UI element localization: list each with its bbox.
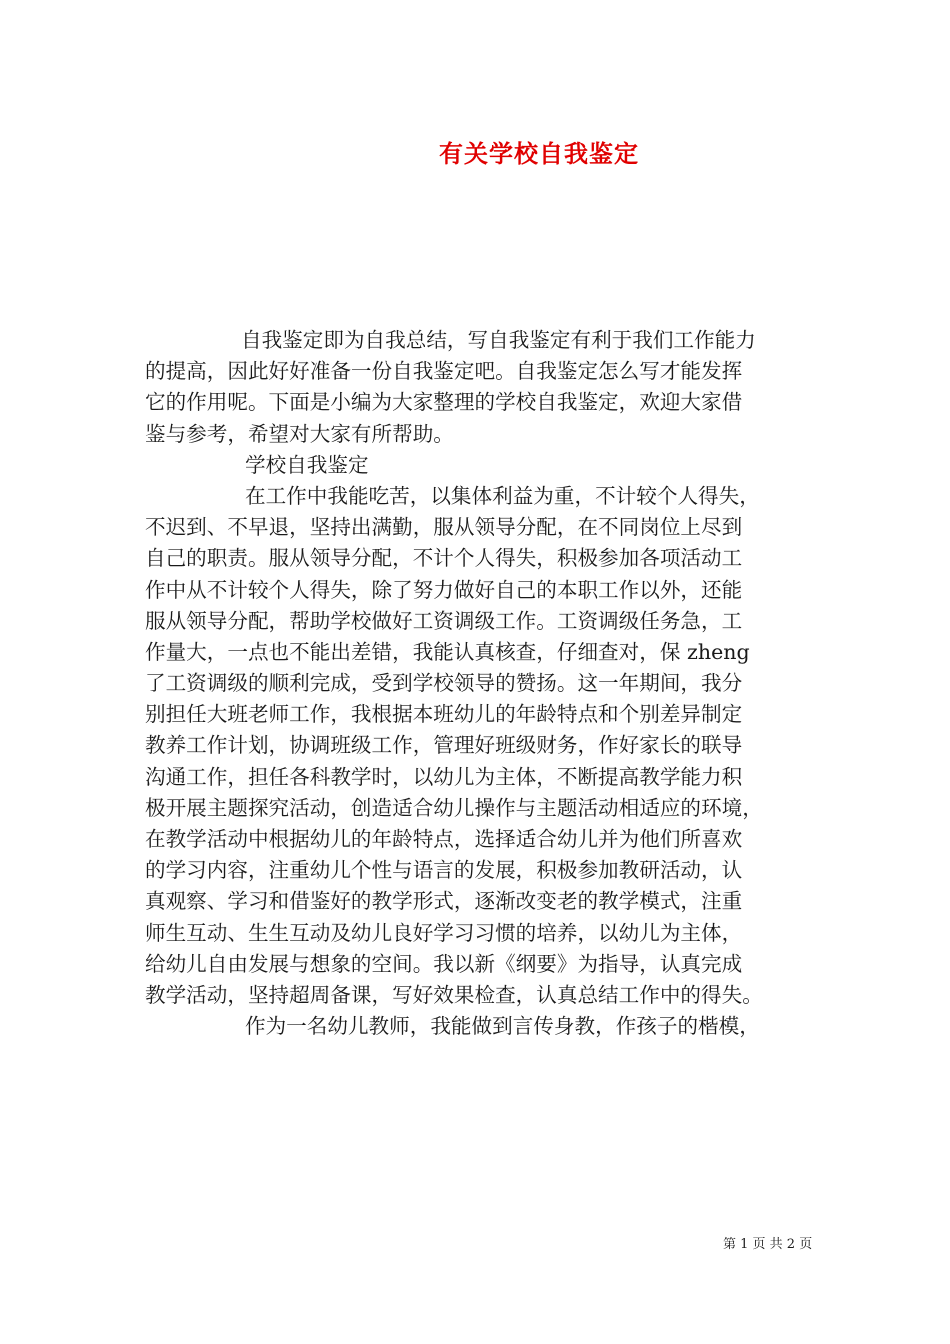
page-footer: 第 1 页 共 2 页 (723, 1237, 813, 1252)
paragraph-line: 真观察、学习和借鉴好的教学形式，逐渐改变老的教学模式，注重 (145, 889, 743, 914)
paragraph-line: 它的作用呢。下面是小编为大家整理的学校自我鉴定，欢迎大家借 (145, 390, 743, 415)
paragraph-line: 极开展主题探究活动，创造适合幼儿操作与主题活动相适应的环境， (145, 795, 763, 820)
paragraph-line: 了工资调级的顺利完成，受到学校领导的赞扬。这一年期间，我分 (145, 671, 743, 696)
document-body (145, 325, 810, 1042)
paragraph-line: 自我鉴定即为自我总结，写自我鉴定有利于我们工作能力 (241, 328, 756, 352)
paragraph-line: 师生互动、生生互动及幼儿良好学习习惯的培养，以幼儿为主体， (145, 920, 743, 945)
paragraph-line: 沟通工作，担任各科教学时，以幼儿为主体，不断提高教学能力积 (145, 764, 743, 789)
paragraph-line: 别担任大班老师工作，我根据本班幼儿的年龄特点和个别差异制定 (145, 702, 743, 727)
paragraph-line: 自己的职责。服从领导分配，不计个人得失，积极参加各项活动工 (145, 546, 743, 571)
paragraph-line: 的学习内容，注重幼儿个性与语言的发展，积极参加教研活动，认 (145, 858, 743, 883)
paragraph-line: 教养工作计划，协调班级工作，管理好班级财务，作好家长的联导 (145, 733, 743, 758)
section-heading: 学校自我鉴定 (245, 452, 369, 477)
paragraph-line: 给幼儿自由发展与想象的空间。我以新《纲要》为指导，认真完成 (145, 951, 743, 976)
paragraph-line: 鉴与参考，希望对大家有所帮助。 (145, 421, 454, 446)
paragraph-line: 在教学活动中根据幼儿的年龄特点，选择适合幼儿并为他们所喜欢 (145, 827, 743, 851)
paragraph-line: 作中从不计较个人得失，除了努力做好自己的本职工作以外，还能 (145, 577, 743, 602)
paragraph-line: 在工作中我能吃苦，以集体利益为重，不计较个人得失， (245, 483, 760, 508)
paragraph-line: 作为一名幼儿教师，我能做到言传身教，作孩子的楷模， (245, 1014, 760, 1039)
page-title: 有关学校自我鉴定 (439, 139, 639, 168)
paragraph-line: 作量大，一点也不能出差错，我能认真核查，仔细查对，保 zheng (145, 639, 750, 664)
paragraph-line: 服从领导分配，帮助学校做好工资调级工作。工资调级任务急，工 (145, 608, 743, 633)
paragraph-line: 不迟到、不早退，坚持出满勤，服从领导分配，在不同岗位上尽到 (145, 515, 743, 540)
paragraph-line: 教学活动，坚持超周备课，写好效果检查，认真总结工作中的得失。 (145, 982, 763, 1007)
paragraph-line: 的提高，因此好好准备一份自我鉴定吧。自我鉴定怎么写才能发挥 (145, 359, 743, 384)
